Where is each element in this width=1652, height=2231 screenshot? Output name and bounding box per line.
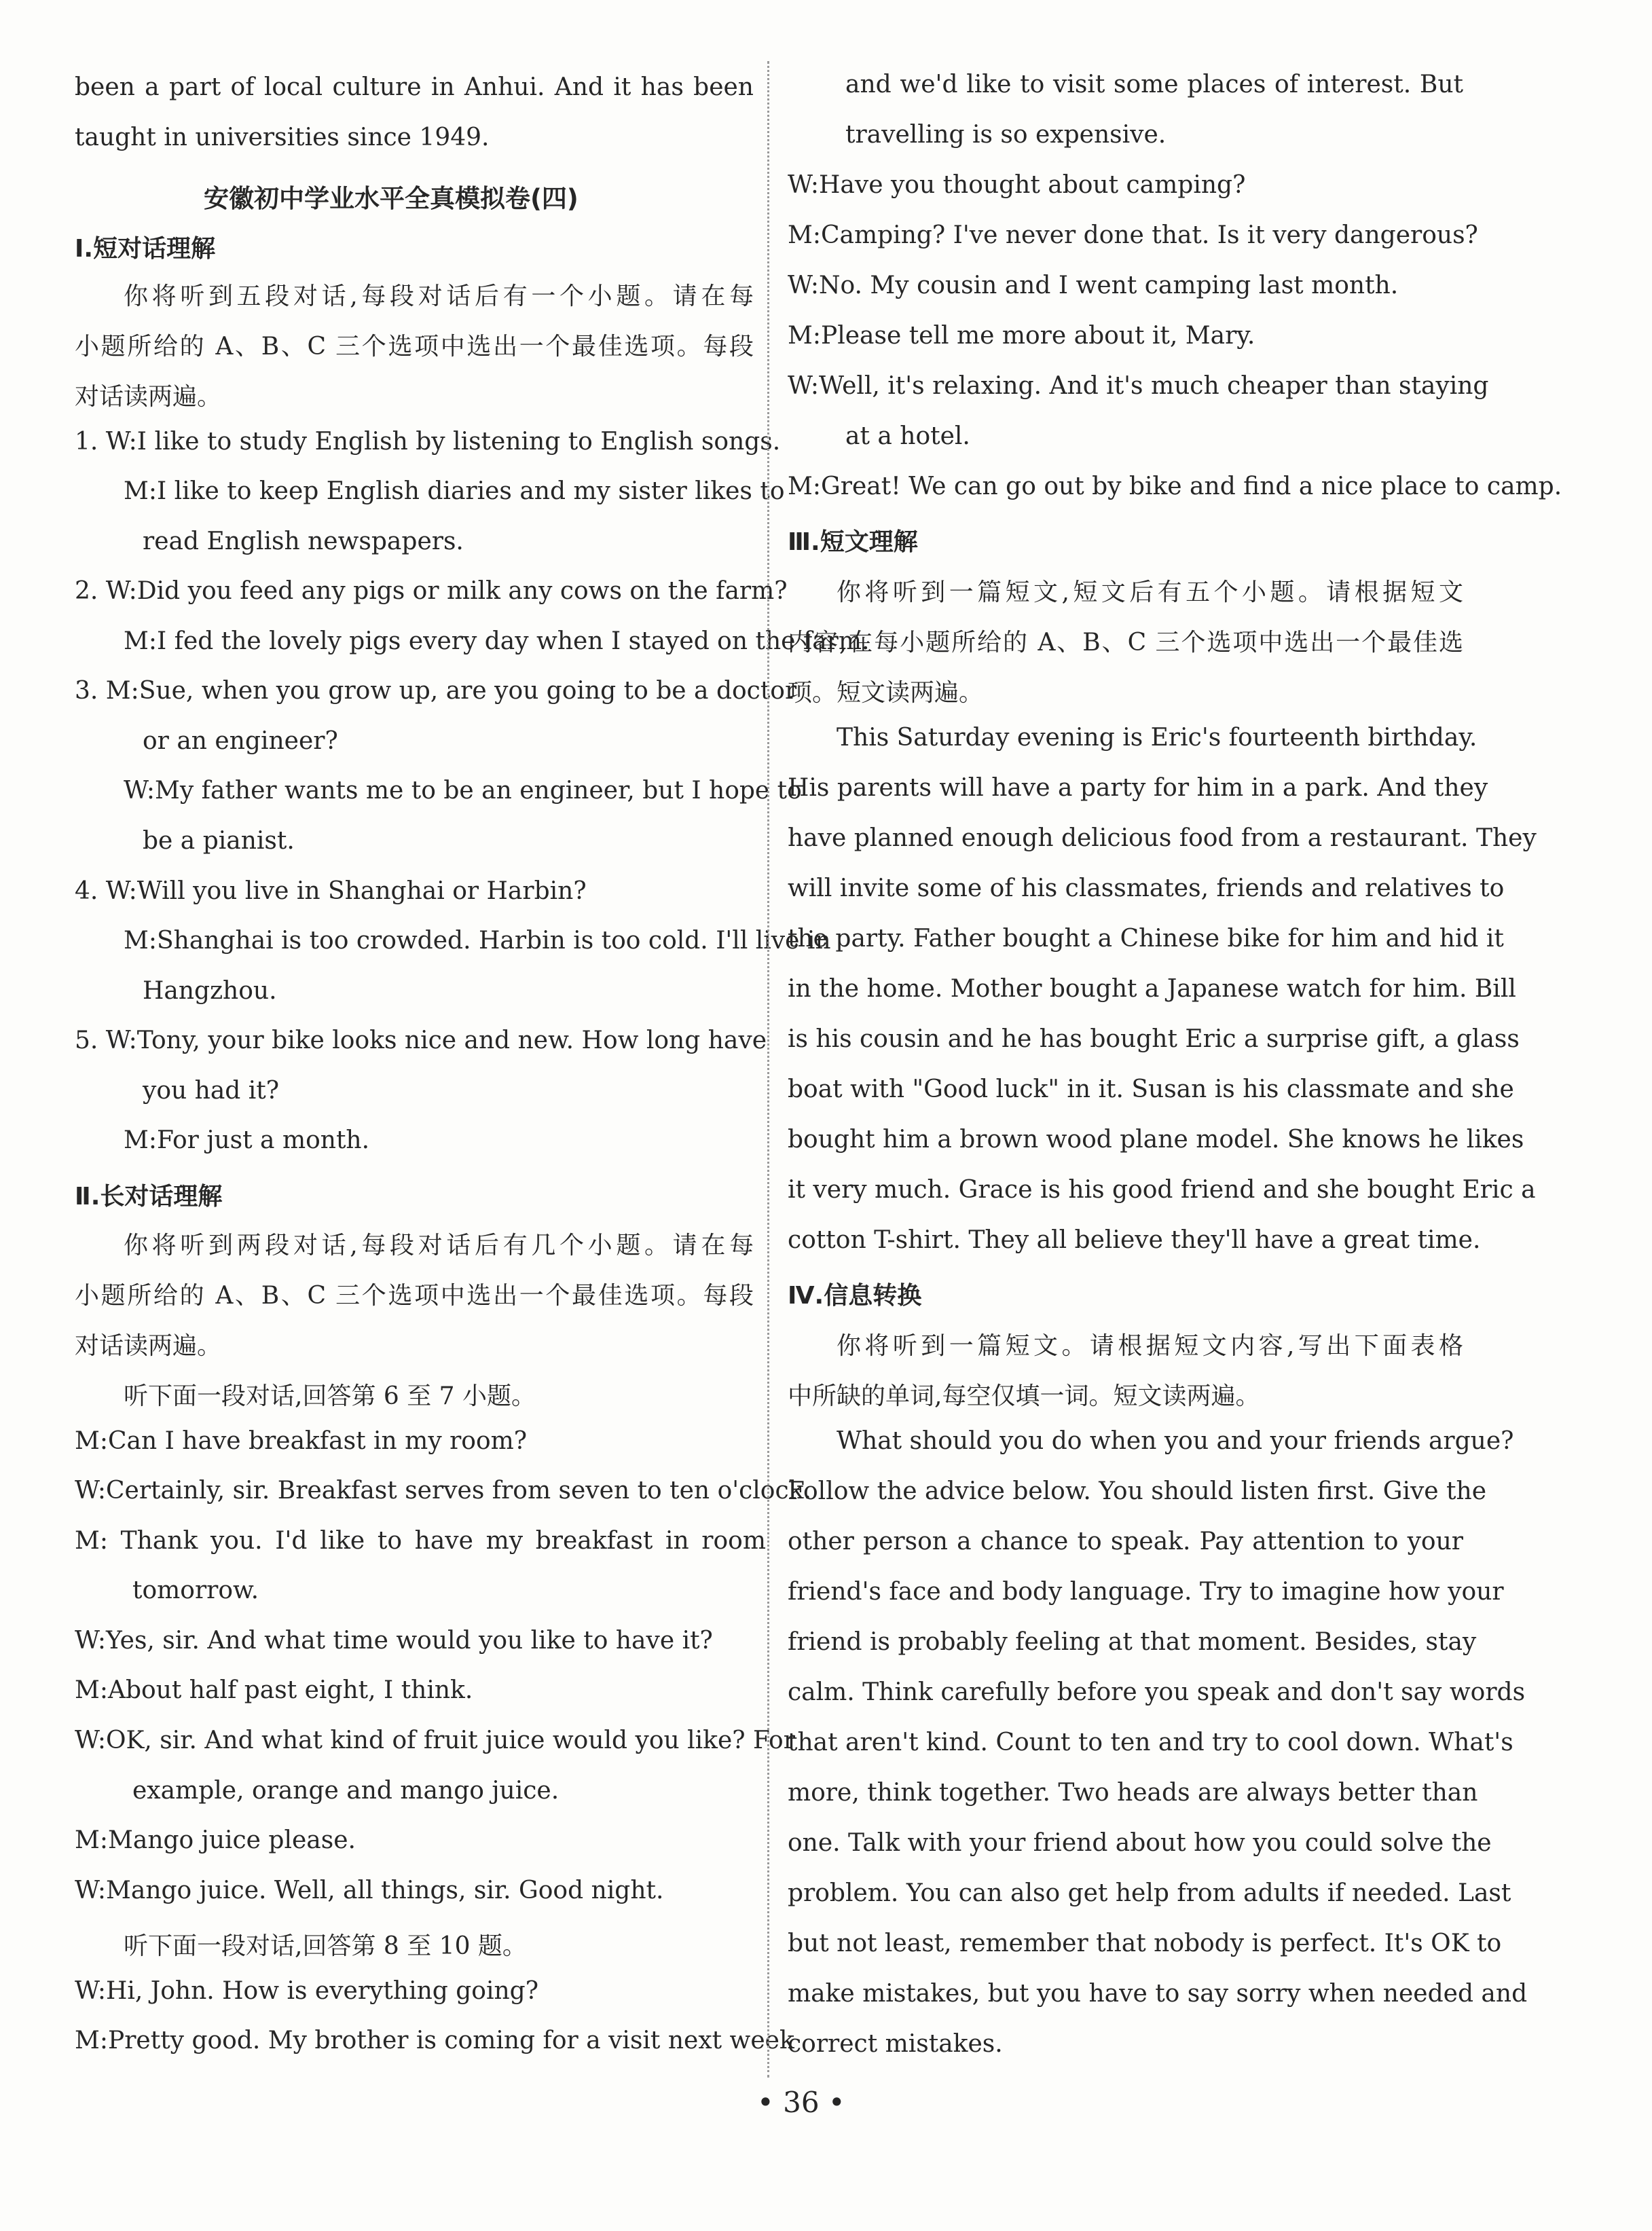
text-line: boat with "Good luck" in it. Susan is his classmate and she bbox=[788, 1075, 1514, 1103]
text-line: at a hotel. bbox=[845, 422, 970, 450]
text-line: W:Have you thought about camping? bbox=[788, 171, 1246, 199]
text-line: W:No. My cousin and I went camping last month. bbox=[788, 272, 1399, 299]
text-line: This Saturday evening is Eric's fourteenth birthday. bbox=[837, 724, 1477, 752]
section-heading: Ⅱ.长对话理解 bbox=[75, 1183, 223, 1211]
text-line: or an engineer? bbox=[143, 727, 338, 755]
text-line: it very much. Grace is his good friend and she bought Eric a bbox=[788, 1176, 1536, 1204]
text-line: and we'd like to visit some places of interest. But bbox=[845, 71, 1463, 98]
text-line: M:Camping? I've never done that. Is it very dangerous? bbox=[788, 221, 1478, 249]
text-line: bought him a brown wood plane model. She knows he likes bbox=[788, 1126, 1524, 1154]
text-line: that aren't kind. Count to ten and try to cool down. What's bbox=[788, 1729, 1513, 1756]
text-line: been a part of local culture in Anhui. And it has been bbox=[75, 73, 754, 101]
text-line: 中所缺的单词,每空仅填一词。短文读两遍。 bbox=[788, 1382, 1260, 1410]
text-line: W:My father wants me to be an engineer, but I hope to bbox=[124, 777, 802, 805]
text-line: W:Well, it's relaxing. And it's much cheaper than staying bbox=[788, 372, 1489, 400]
text-line: will invite some of his classmates, friends and relatives to bbox=[788, 874, 1505, 902]
exam-title: 安徽初中学业水平全真模拟卷(四) bbox=[204, 184, 579, 213]
text-line: 小题所给的 A、B、C 三个选项中选出一个最佳选项。每段 bbox=[75, 1282, 754, 1310]
text-line: but not least, remember that nobody is perfect. It's OK to bbox=[788, 1930, 1502, 1957]
text-line: travelling is so expensive. bbox=[845, 121, 1167, 149]
text-line: 你将听到一篇短文,短文后有五个小题。请根据短文 bbox=[837, 578, 1463, 606]
section-heading: Ⅰ.短对话理解 bbox=[75, 235, 216, 263]
page-number: • 36 • bbox=[757, 2086, 845, 2119]
text-line: 听下面一段对话,回答第 8 至 10 题。 bbox=[124, 1932, 527, 1960]
text-line: M:About half past eight, I think. bbox=[75, 1676, 473, 1704]
text-line: M:For just a month. bbox=[124, 1126, 370, 1154]
text-line: M:Shanghai is too crowded. Harbin is too cold. I'll live in bbox=[124, 927, 831, 955]
text-line: 1. W:I like to study English by listening to English songs. bbox=[75, 428, 781, 456]
text-line: 内容,在每小题所给的 A、B、C 三个选项中选出一个最佳选 bbox=[788, 629, 1463, 657]
text-line: more, think together. Two heads are always better than bbox=[788, 1779, 1478, 1807]
text-line: 对话读两遍。 bbox=[75, 1332, 222, 1360]
text-line: other person a chance to speak. Pay attention to your bbox=[788, 1528, 1463, 1555]
text-line: taught in universities since 1949. bbox=[75, 124, 490, 151]
text-line: calm. Think carefully before you speak and don't say words bbox=[788, 1678, 1526, 1706]
text-line: Hangzhou. bbox=[143, 977, 277, 1005]
text-line: cotton T-shirt. They all believe they'll have a great time. bbox=[788, 1226, 1481, 1254]
text-line: friend is probably feeling at that moment. Besides, stay bbox=[788, 1628, 1477, 1656]
text-line: Follow the advice below. You should listen first. Give the bbox=[788, 1477, 1487, 1505]
text-line: be a pianist. bbox=[143, 827, 295, 855]
text-line: 你将听到五段对话,每段对话后有一个小题。请在每 bbox=[124, 282, 754, 310]
text-line: 小题所给的 A、B、C 三个选项中选出一个最佳选项。每段 bbox=[75, 333, 754, 361]
section-heading: Ⅲ.短文理解 bbox=[788, 528, 918, 556]
text-line: have planned enough delicious food from a restaurant. They bbox=[788, 824, 1537, 852]
text-line: 你将听到一篇短文。请根据短文内容,写出下面表格 bbox=[837, 1332, 1463, 1360]
text-line: M:Can I have breakfast in my room? bbox=[75, 1427, 528, 1455]
text-line: friend's face and body language. Try to imagine how your bbox=[788, 1578, 1504, 1606]
column-divider bbox=[767, 61, 769, 2078]
text-line: M:Please tell me more about it, Mary. bbox=[788, 322, 1255, 350]
text-line: 听下面一段对话,回答第 6 至 7 小题。 bbox=[124, 1382, 536, 1410]
text-line: make mistakes, but you have to say sorry when needed and bbox=[788, 1980, 1528, 2008]
text-line: M:Pretty good. My brother is coming for a visit next week bbox=[75, 2027, 794, 2054]
text-line: example, orange and mango juice. bbox=[132, 1777, 559, 1805]
text-line: W:Hi, John. How is everything going? bbox=[75, 1977, 539, 2005]
text-line: W:OK, sir. And what kind of fruit juice would you like? For bbox=[75, 1727, 795, 1754]
text-line: His parents will have a party for him in a park. And they bbox=[788, 774, 1488, 802]
text-line: 3. M:Sue, when you grow up, are you going to be a doctor bbox=[75, 677, 797, 705]
text-line: What should you do when you and your friends argue? bbox=[837, 1427, 1514, 1455]
text-line: 2. W:Did you feed any pigs or milk any cows on the farm? bbox=[75, 577, 788, 605]
text-line: 你将听到两段对话,每段对话后有几个小题。请在每 bbox=[124, 1232, 754, 1259]
text-line: M:Mango juice please. bbox=[75, 1826, 356, 1854]
text-line: 4. W:Will you live in Shanghai or Harbin? bbox=[75, 877, 587, 905]
text-line: tomorrow. bbox=[132, 1577, 259, 1604]
text-line: correct mistakes. bbox=[788, 2030, 1003, 2058]
text-line: 对话读两遍。 bbox=[75, 383, 222, 411]
text-line: you had it? bbox=[143, 1077, 280, 1105]
text-line: M: Thank you. I'd like to have my breakfast in room bbox=[75, 1527, 766, 1555]
text-line: W:Mango juice. Well, all things, sir. Good night. bbox=[75, 1877, 664, 1904]
text-line: in the home. Mother bought a Japanese watch for him. Bill bbox=[788, 975, 1516, 1003]
text-line: is his cousin and he has bought Eric a surprise gift, a glass bbox=[788, 1025, 1520, 1053]
text-line: the party. Father bought a Chinese bike for him and hid it bbox=[788, 925, 1504, 953]
text-line: W:Certainly, sir. Breakfast serves from seven to ten o'clock. bbox=[75, 1477, 811, 1505]
text-line: read English newspapers. bbox=[143, 528, 464, 555]
text-line: M:Great! We can go out by bike and find a nice place to camp. bbox=[788, 473, 1562, 500]
text-line: 项。短文读两遍。 bbox=[788, 679, 984, 707]
section-heading: Ⅳ.信息转换 bbox=[788, 1282, 922, 1310]
text-line: M:I fed the lovely pigs every day when I stayed on the farm. bbox=[124, 627, 870, 655]
text-line: problem. You can also get help from adults if needed. Last bbox=[788, 1879, 1511, 1907]
text-line: 5. W:Tony, your bike looks nice and new. How long have bbox=[75, 1027, 767, 1054]
text-line: M:I like to keep English diaries and my sister likes to bbox=[124, 477, 785, 505]
text-line: W:Yes, sir. And what time would you like to have it? bbox=[75, 1627, 713, 1655]
text-line: one. Talk with your friend about how you could solve the bbox=[788, 1829, 1492, 1857]
